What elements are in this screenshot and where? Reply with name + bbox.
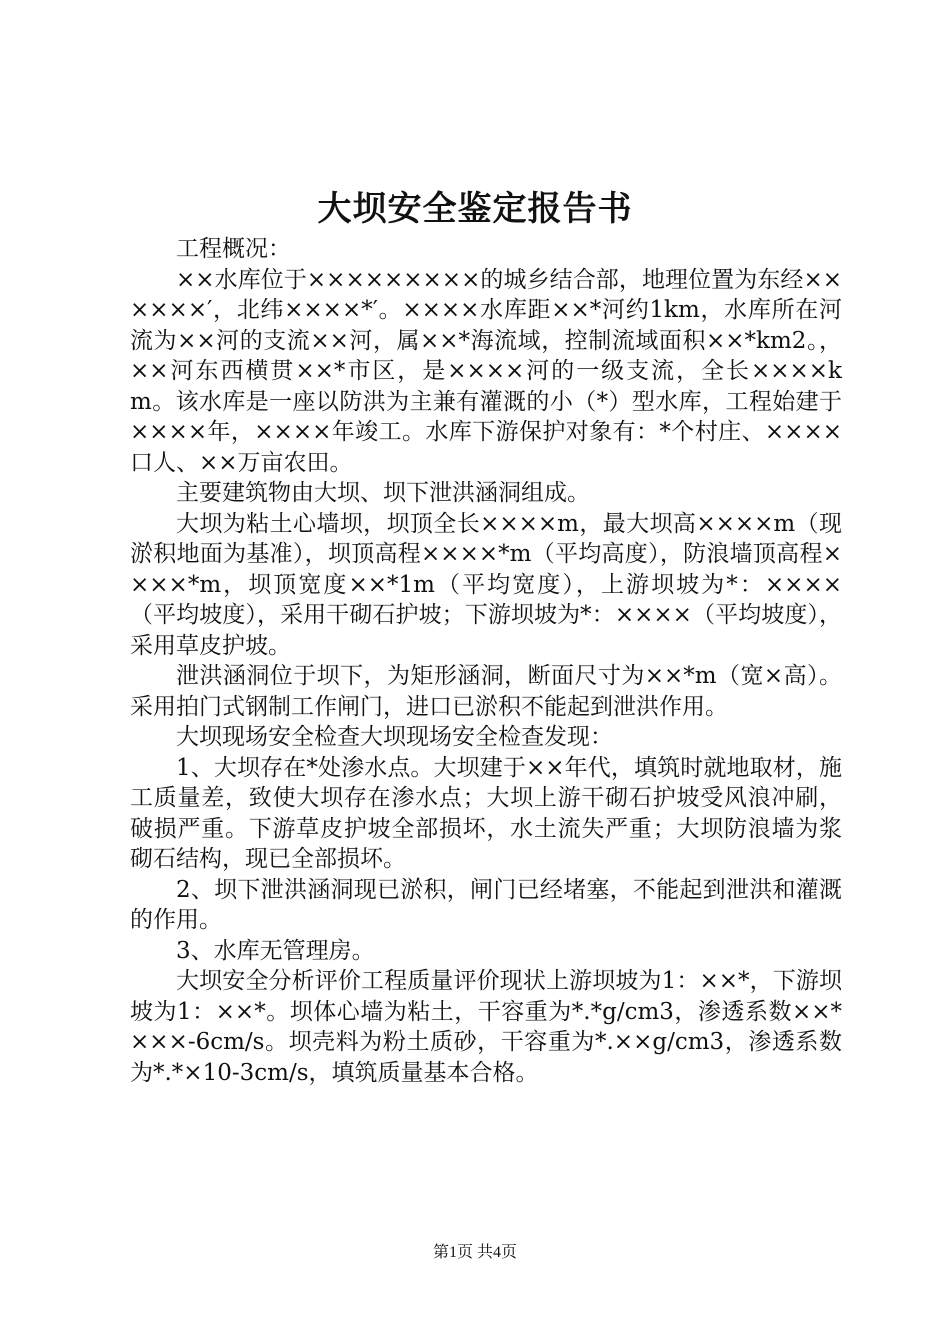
paragraph-finding-1: 1、大坝存在*处渗水点。大坝建于××年代，填筑时就地取材，施工质量差，致使大坝存在渗水点；大坝上游干砌石护坡受风浪冲刷，破损严重。下游草皮护坡全部损坏，水土流失严重；大坝防浪墙为浆砌石结构，现已全部损坏。: [130, 754, 842, 872]
paragraph-inspection-heading: 大坝现场安全检查大坝现场安全检查发现：: [176, 724, 613, 750]
paragraph-dam-description: 大坝为粘土心墙坝，坝顶全长××××m，最大坝高××××m（现淤积地面为基准），坝顶高程××××*m（平均高度），防浪墙顶高程××××*m，坝顶宽度××*1m（平均宽度），上游坝坡为*：××××（平均坡度），采用干砌石护坡；下游坝坡为*：××××（平均坡度），采用草皮护坡。: [130, 510, 842, 659]
document-title: 大坝安全鉴定报告书: [317, 189, 633, 229]
paragraph-finding-3: 3、水库无管理房。: [176, 937, 375, 964]
paragraph-location: ××水库位于×××××××××的城乡结合部，地理位置为东经××××××′，北纬××××*′。××××水库距××*河约1km，水库所在河流为××河的支流××河，属××*海流域，控制流域面积××*km2。，××河东西横贯××*市区，是××××河的一级支流，全长××××km。该水库是一座以防洪为主兼有灌溉的小（*）型水库，工程始建于××××年，××××年竣工。水库下游保护对象有：*个村庄、××××口人、××万亩农田。: [130, 266, 842, 476]
document-body: [130, 234, 842, 1088]
page-number: 第1页 共4页: [432, 1244, 517, 1261]
paragraph-finding-2: 2、坝下泄洪涵洞现已淤积，闸门已经堵塞，不能起到泄洪和灌溉的作用。: [130, 876, 842, 933]
paragraph-main-structures: 主要建筑物由大坝、坝下泄洪涵洞组成。: [176, 480, 590, 506]
paragraph-safety-analysis: 大坝安全分析评价工程质量评价现状上游坝坡为1：××*，下游坝坡为1：××*。坝体心墙为粘土，干容重为*.*g/cm3，渗透系数××*×××-6cm/s。坝壳料为粉土质砂，干容重为*.××g/cm3，渗透系数为*.*×10-3cm/s，填筑质量基本合格。: [130, 968, 842, 1086]
paragraph-overview-heading: 工程概况：: [176, 236, 291, 262]
paragraph-culvert: 泄洪涵洞位于坝下，为矩形涵洞，断面尺寸为××*m（宽×高）。采用拍门式钢制工作闸门，进口已淤积不能起到泄洪作用。: [130, 663, 842, 720]
